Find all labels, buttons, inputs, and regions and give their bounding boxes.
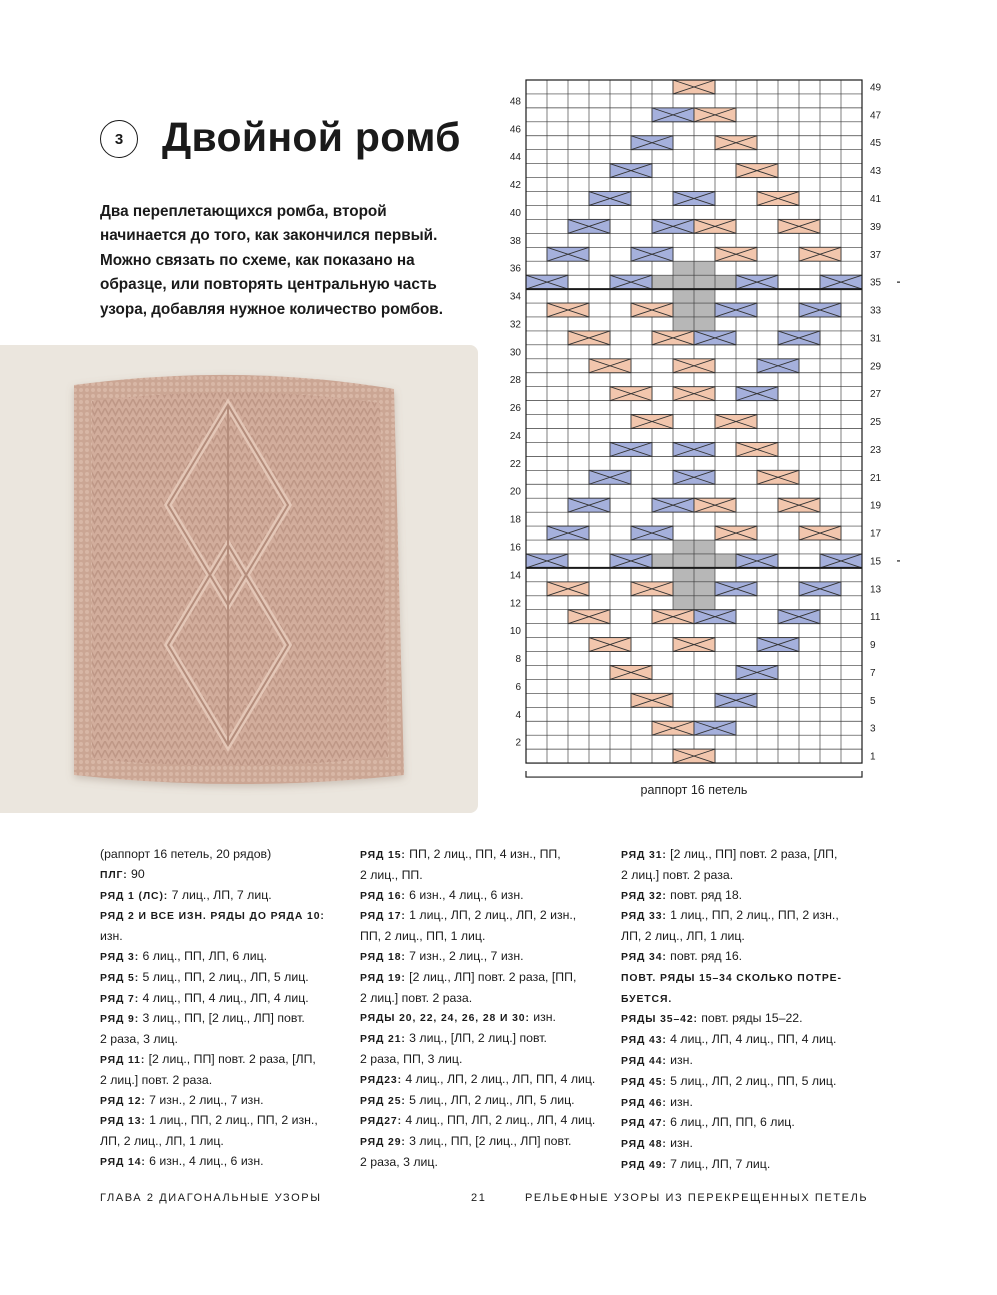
instruction-row-text: (раппорт 16 петель, 20 рядов)	[100, 847, 272, 861]
row-number-right: 23	[870, 444, 882, 456]
instruction-line	[621, 1134, 871, 1155]
row-number-left: 34	[509, 291, 521, 303]
instruction-row-text: 4 лиц., ЛП, 2 лиц., ЛП, ПП, 4 лиц.	[401, 1071, 596, 1086]
row-number-right: 19	[870, 500, 882, 512]
instruction-row-text: изн.	[666, 1136, 693, 1151]
instruction-row-key: РЯД 48:	[621, 1139, 667, 1151]
row-number-right: 15	[870, 556, 882, 568]
instruction-row-text: 2 раза, ПП, 3 лиц.	[360, 1051, 463, 1066]
instruction-row-key: РЯД 45:	[621, 1076, 667, 1088]
instruction-line	[621, 845, 871, 866]
instructions-column-1	[100, 845, 350, 1173]
row-number-right: 29	[870, 361, 882, 373]
instruction-row-text: 6 изн., 4 лиц., 6 изн.	[405, 887, 524, 902]
footer-section: РЕЛЬЕФНЫЕ УЗОРЫ ИЗ ПЕРЕКРЕЩЕННЫХ ПЕТЕЛЬ	[525, 1192, 869, 1204]
instruction-row-key: РЯД 12:	[100, 1095, 146, 1107]
instruction-line	[100, 1111, 350, 1132]
instruction-row-text: ПП, 2 лиц., ПП, 4 изн., ПП,	[405, 847, 561, 861]
instruction-row-key: БУЕТСЯ.	[621, 993, 673, 1005]
instruction-row-text: [2 лиц., ПП] повт. 2 раза, [ЛП,	[145, 1051, 316, 1066]
instruction-line	[360, 866, 610, 886]
instruction-row-text: 2 лиц., ПП.	[360, 867, 423, 882]
instruction-row-text: ПП, 2 лиц., ПП, 1 лиц.	[360, 929, 486, 944]
instruction-row-key: РЯД 15:	[360, 850, 406, 861]
instruction-row-text: 5 лиц., ЛП, 2 лиц., ПП, 5 лиц.	[666, 1073, 837, 1088]
row-number-left: 14	[509, 570, 521, 582]
intro-text	[100, 200, 480, 322]
instruction-line	[621, 906, 871, 927]
instruction-line	[621, 968, 871, 989]
instruction-row-text: 3 лиц., ПП, [2 лиц., ЛП] повт.	[139, 1011, 305, 1026]
instruction-row-key: РЯД 1 (ЛС):	[100, 890, 169, 902]
knitted-swatch-photo	[0, 345, 478, 813]
instruction-line	[621, 1051, 871, 1072]
row-number-left: 24	[509, 430, 521, 442]
knitting-chart	[500, 72, 900, 812]
instruction-line	[360, 1153, 610, 1173]
row-number-left: 32	[509, 319, 521, 331]
instruction-row-key: ПОВТ. РЯДЫ 15–34 СКОЛЬКО ПОТРЕ-	[621, 972, 842, 984]
instruction-row-text: ЛП, 2 лиц., ЛП, 1 лиц.	[100, 1134, 224, 1149]
row-number-left: 40	[509, 207, 521, 219]
instruction-line	[621, 1072, 871, 1093]
instruction-line	[621, 1155, 871, 1176]
row-number-right: 47	[870, 110, 882, 122]
instruction-row-text: 7 лиц., ЛП, 7 лиц.	[666, 1156, 771, 1171]
row-number-left: 44	[509, 152, 521, 164]
row-number-left: 2	[515, 737, 521, 749]
instruction-row-text: 2 раза, 3 лиц.	[360, 1154, 438, 1169]
row-number-left: 18	[509, 514, 521, 526]
instruction-row-text: изн.	[529, 1010, 556, 1025]
instruction-row-text: 4 лиц., ЛП, 4 лиц., ПП, 4 лиц.	[666, 1032, 837, 1047]
instruction-row-text: [2 лиц., ЛП] повт. 2 раза, [ПП,	[405, 969, 577, 984]
instruction-line	[360, 1070, 610, 1091]
page-title: Двойной ромб	[162, 114, 461, 160]
row-number-left: 48	[509, 96, 521, 108]
row-number-left: 28	[509, 375, 521, 387]
row-number-right: 35	[870, 277, 882, 289]
instruction-line	[621, 866, 871, 886]
instruction-row-key: РЯД 2 И ВСЕ ИЗН. РЯДЫ ДО РЯДА 10:	[100, 911, 325, 923]
instruction-row-text: 1 лиц., ЛП, 2 лиц., ЛП, 2 изн.,	[405, 908, 577, 923]
instructions-column-3	[621, 845, 871, 1176]
row-number-left: 10	[509, 626, 521, 638]
row-number-right: 43	[870, 166, 882, 178]
instruction-row-key: РЯД 7:	[100, 993, 140, 1005]
instruction-line	[621, 1009, 871, 1030]
intro-line: Два переплетающихся ромба, второй	[100, 203, 387, 220]
instruction-line	[100, 1050, 350, 1071]
instruction-row-text: 7 изн., 2 лиц., 7 изн.	[145, 1092, 264, 1107]
instruction-row-key: РЯД 9:	[100, 1014, 140, 1026]
instruction-row-key: РЯДЫ 35–42:	[621, 1014, 698, 1026]
pattern-number-badge: 3	[100, 120, 138, 158]
row-number-right: 7	[870, 667, 876, 679]
instruction-row-text: 6 изн., 4 лиц., 6 изн.	[145, 1153, 264, 1168]
instruction-row-key: РЯД 3:	[100, 951, 140, 963]
row-number-right: 13	[870, 584, 882, 596]
instruction-row-key: РЯД 34:	[621, 951, 667, 963]
instruction-line	[360, 1091, 610, 1112]
row-number-right: 41	[870, 193, 882, 205]
row-number-left: 4	[515, 709, 521, 721]
instruction-line	[100, 1030, 350, 1050]
instruction-line	[360, 968, 610, 989]
row-number-left: 42	[509, 180, 521, 192]
instruction-row-key: РЯД 33:	[621, 911, 667, 923]
row-number-left: 12	[509, 598, 521, 610]
instruction-row-text: ЛП, 2 лиц., ЛП, 1 лиц.	[621, 929, 745, 944]
row-number-right: 17	[870, 528, 882, 540]
row-number-right: 33	[870, 305, 882, 317]
instruction-row-key: РЯД 46:	[621, 1097, 667, 1109]
instruction-line	[100, 886, 350, 907]
instruction-row-key: РЯД 14:	[100, 1156, 146, 1168]
instruction-line	[621, 989, 871, 1010]
instruction-row-text: повт. ряды 15–22.	[697, 1011, 803, 1026]
instruction-line	[360, 947, 610, 968]
row-number-left: 20	[509, 486, 521, 498]
row-number-left: 38	[509, 235, 521, 247]
instruction-row-key: РЯД 47:	[621, 1118, 667, 1130]
instruction-row-text: 5 лиц., ЛП, 2 лиц., ЛП, 5 лиц.	[405, 1092, 575, 1107]
instruction-row-text: 90	[127, 866, 145, 881]
instruction-line	[621, 927, 871, 947]
row-number-right: 3	[870, 723, 876, 735]
row-number-left: 46	[509, 124, 521, 136]
row-number-right: 1	[870, 751, 876, 763]
instruction-line	[360, 1132, 610, 1153]
row-number-left: 6	[515, 681, 521, 693]
instruction-line	[360, 1008, 610, 1029]
instruction-row-text: 7 изн., 2 лиц., 7 изн.	[405, 948, 524, 963]
row-number-left: 16	[509, 542, 521, 554]
instruction-row-key: РЯД 19:	[360, 972, 406, 984]
row-number-left: 8	[515, 654, 521, 666]
instruction-line	[360, 1050, 610, 1070]
intro-line: начинается до того, как закончился первый.	[100, 227, 438, 245]
knitted-swatch-image	[0, 345, 478, 813]
instruction-line	[360, 845, 610, 866]
instruction-row-text: 6 лиц., ПП, ЛП, 6 лиц.	[139, 948, 268, 963]
instruction-row-key: РЯД 29:	[360, 1137, 406, 1149]
row-number-right: 27	[870, 389, 882, 401]
row-number-left: 22	[509, 458, 521, 470]
instruction-row-key: РЯД27:	[360, 1116, 402, 1128]
instruction-row-text: 7 лиц., ЛП, 7 лиц.	[168, 887, 272, 902]
row-number-right: 39	[870, 221, 882, 233]
instruction-row-text: 3 лиц., [ЛП, 2 лиц.] повт.	[405, 1031, 547, 1046]
instruction-line	[621, 1093, 871, 1114]
repeat-bracket	[526, 771, 862, 777]
row-number-left: 26	[509, 403, 521, 415]
footer-chapter: ГЛАВА 2 ДИАГОНАЛЬНЫЕ УЗОРЫ	[100, 1192, 322, 1204]
row-number-left: 30	[509, 347, 521, 359]
instruction-line	[100, 968, 350, 989]
instruction-line	[621, 1113, 871, 1134]
instruction-line	[100, 1132, 350, 1152]
instruction-line	[360, 1029, 610, 1050]
row-number-right: 5	[870, 695, 876, 707]
instruction-row-text: 5 лиц., ПП, 2 лиц., ЛП, 5 лиц.	[139, 969, 309, 984]
row-number-right: 9	[870, 640, 876, 652]
instruction-row-key: РЯД 17:	[360, 911, 406, 923]
instruction-row-text: повт. ряд 16.	[666, 948, 743, 963]
row-number-right: 45	[870, 138, 882, 150]
instruction-row-key: РЯД23:	[360, 1074, 402, 1086]
row-number-right: 37	[870, 249, 882, 261]
instruction-row-text: 2 раза, 3 лиц.	[100, 1032, 178, 1047]
instruction-line	[360, 906, 610, 927]
instruction-row-key: РЯД 13:	[100, 1116, 146, 1128]
instruction-line	[360, 1111, 610, 1132]
instruction-row-text: 4 лиц., ПП, ЛП, 2 лиц., ЛП, 4 лиц.	[401, 1113, 596, 1128]
instruction-row-text: 1 лиц., ПП, 2 лиц., ПП, 2 изн.,	[145, 1113, 318, 1128]
instruction-row-key: РЯД 16:	[360, 890, 406, 902]
instruction-line	[360, 989, 610, 1009]
instruction-line	[621, 947, 871, 968]
instruction-row-key: ПЛГ:	[100, 869, 128, 881]
instruction-row-key: РЯДЫ 20, 22, 24, 26, 28 И 30:	[360, 1013, 530, 1025]
instruction-row-key: РЯД 31:	[621, 850, 667, 861]
instruction-line	[100, 989, 350, 1010]
row-number-right: 49	[870, 82, 882, 94]
instruction-line	[100, 927, 350, 947]
instruction-line	[621, 1030, 871, 1051]
row-number-right: 31	[870, 333, 882, 345]
instruction-row-key: РЯД 43:	[621, 1035, 667, 1047]
intro-line: Можно связать по схеме, как показано на	[100, 251, 415, 269]
instruction-line	[100, 845, 350, 865]
instruction-row-key: РЯД 44:	[621, 1055, 667, 1067]
instruction-line	[100, 947, 350, 968]
instruction-line	[100, 1009, 350, 1030]
instruction-row-text: изн.	[666, 1052, 693, 1067]
instruction-line	[360, 927, 610, 947]
instruction-row-key: РЯД 21:	[360, 1034, 406, 1046]
instruction-row-key: РЯД 5:	[100, 972, 140, 984]
row-number-right: 21	[870, 472, 882, 484]
instruction-line	[360, 886, 610, 907]
intro-line: образце, или повторять центральную часть	[100, 276, 437, 294]
instruction-row-text: 6 лиц., ЛП, ПП, 6 лиц.	[666, 1115, 795, 1130]
instruction-row-text: 3 лиц., ПП, [2 лиц., ЛП] повт.	[405, 1134, 572, 1149]
instruction-row-key: РЯД 32:	[621, 890, 667, 902]
instruction-line	[621, 886, 871, 907]
row-number-right: 11	[870, 612, 881, 624]
intro-line: узора, добавляя нужное количество ромбов.	[100, 300, 443, 318]
footer-page-number: 21	[471, 1192, 487, 1204]
repeat-label: раппорт 16 петель	[640, 783, 748, 798]
instruction-row-text: 2 лиц.] повт. 2 раза.	[360, 990, 473, 1005]
instruction-row-key: РЯД 11:	[100, 1054, 146, 1066]
instruction-row-text: изн.	[666, 1094, 693, 1109]
instruction-row-text: 1 лиц., ПП, 2 лиц., ПП, 2 изн.,	[666, 908, 839, 923]
instruction-row-text: 2 лиц.] повт. 2 раза.	[621, 867, 734, 882]
row-number-left: 36	[509, 263, 521, 275]
instruction-line	[100, 865, 350, 886]
instruction-row-text: повт. ряд 18.	[666, 887, 743, 902]
instructions-column-2	[360, 845, 610, 1173]
instruction-row-text: 2 лиц.] повт. 2 раза.	[100, 1072, 213, 1087]
instruction-row-text: [2 лиц., ПП] повт. 2 раза, [ЛП,	[666, 847, 838, 861]
instruction-line	[100, 1091, 350, 1112]
instruction-row-key: РЯД 18:	[360, 951, 406, 963]
instruction-row-text: изн.	[100, 929, 123, 944]
instruction-row-key: РЯД 49:	[621, 1159, 667, 1171]
instruction-line	[100, 906, 350, 927]
instruction-row-text: 4 лиц., ПП, 4 лиц., ЛП, 4 лиц.	[139, 990, 309, 1005]
instruction-line	[100, 1152, 350, 1173]
instruction-row-key: РЯД 25:	[360, 1095, 406, 1107]
row-number-right: 25	[870, 417, 882, 429]
instruction-line	[100, 1071, 350, 1091]
